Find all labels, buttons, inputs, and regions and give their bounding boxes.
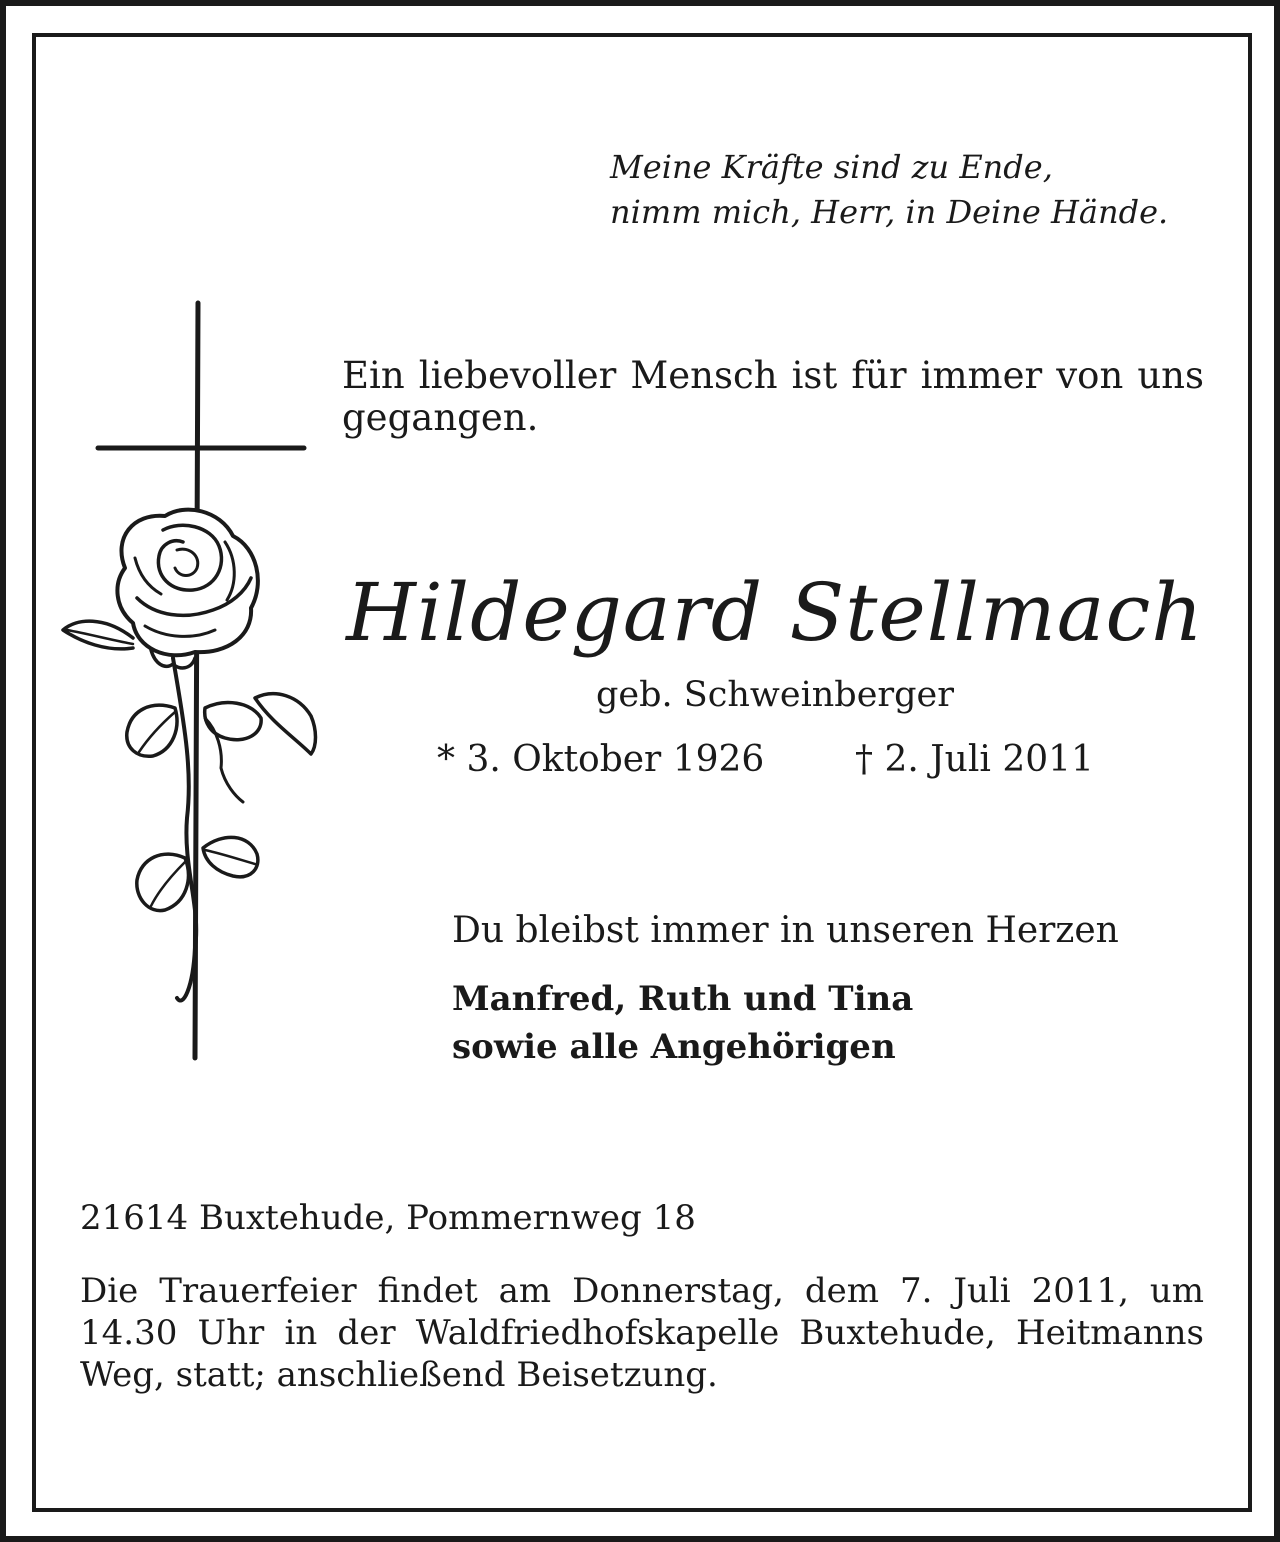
farewell-line: Du bleibst immer in unseren Herzen <box>452 910 1119 951</box>
intro-text: Ein liebevoller Mensch ist für immer von uns gegangen. <box>342 354 1204 439</box>
deceased-name: Hildegard Stellmach <box>346 566 1204 659</box>
cross-with-rose-icon <box>55 298 335 1068</box>
death-date: † 2. Juli 2011 <box>855 739 1094 780</box>
address: 21614 Buxtehude, Pommernweg 18 <box>80 1198 696 1238</box>
service-notice: Die Trauerfeier findet am Donnerstag, dem 7. Juli 2011, um 14.30 Uhr in der Waldfriedhofskapelle Buxtehude, Heitmanns Weg, statt; anschließend Beisetzung. <box>80 1271 1204 1395</box>
mourners-line-2: sowie alle Angehörigen <box>452 1027 896 1067</box>
mourners-line-1: Manfred, Ruth und Tina <box>452 979 914 1019</box>
motto-line-1: Meine Kräfte sind zu Ende, <box>610 148 1053 186</box>
mourners <box>452 975 913 1071</box>
motto-line-2: nimm mich, Herr, in Deine Hände. <box>610 193 1169 231</box>
motto-verse <box>610 145 1230 235</box>
maiden-name: geb. Schweinberger <box>596 675 954 715</box>
birth-date: * 3. Oktober 1926 <box>437 739 765 780</box>
life-dates <box>345 737 1205 783</box>
